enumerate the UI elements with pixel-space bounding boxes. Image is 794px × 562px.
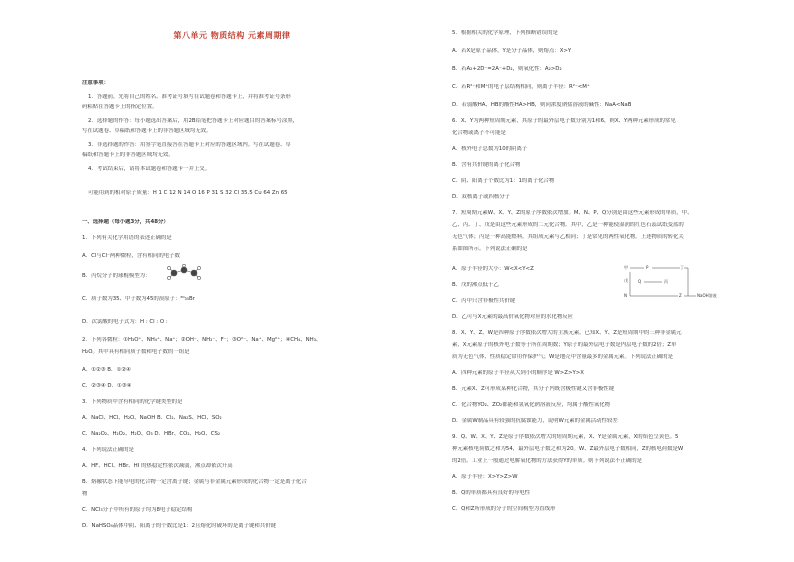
notice-line: 1．答题前，先将自己的姓名、准考证号填写在试题卷和答题卡上，并将准考证号条形 xyxy=(88,94,291,100)
question-line: 系如图所示。下列说法正确的是 xyxy=(452,246,528,252)
option-line: B．Q的单质都具有良好的导电性 xyxy=(452,490,531,496)
option-line: B．熔融状态下能导电的化合物一定含离子键；金属与非金属元素形成的化合物一定是离子化合 xyxy=(82,479,307,485)
page-title: 第八单元 物质结构 元素周期律 xyxy=(173,31,291,40)
question-line: 无色气体；丙是一种高能燃料，其组成元素与乙相同；丁是常见的两性氧化物。上述物质的转化关 xyxy=(452,234,684,240)
notice-line: 稿纸和答题卡上的非答题区域均无效。 xyxy=(82,152,174,158)
question-line: 乙、丙、丁、戊是由这些元素形成的二元化合物。其中，乙是一种能使湿润的红色石蕊试纸变蓝的 xyxy=(452,222,684,228)
option-line: A．NaCl、HCl、H₂O、NaOH B．Cl₂、Na₂S、HCl、SO₂ xyxy=(82,415,222,421)
option-line: C．Na₂O₂、H₂O₂、H₂O、O₃ D．HBr、CO₂、H₂O、CS₂ xyxy=(82,431,221,437)
question-line: 8．X、Y、Z、W是四种原子序数依次增大的主族元素。已知X、Y、Z是短周期中的三种非金属元 xyxy=(452,330,682,336)
option-line: A．四种元素的原子半径从大到小的顺序是 W>Z>Y>X xyxy=(452,370,584,376)
question-line: 5．根据相关的化学原理，下列推断错误的是 xyxy=(452,30,558,36)
option-line: D．若弱酸HA、HB的酸性HA>HB，则同浓度钠盐溶液的碱性：NaA<NaB xyxy=(452,102,632,108)
diagram-label: N xyxy=(624,293,627,298)
option-line: D．金属W制品具有较强的抗腐蚀能力，说明W元素的金属活动性较差 xyxy=(452,418,618,424)
option-line: C．②③④ D．①③④ xyxy=(82,383,132,389)
question-line: 9．Q、W、X、Y、Z是原子序数依次增大的短周期元素，X、Y是金属元素，X的焰色呈黄色。5 xyxy=(452,434,679,440)
notice-line: 4．考试结束后，请将本试题卷和答题卡一并上交。 xyxy=(88,166,211,172)
option-line: C．Q和Z所形成的分子的空间构型为直线形 xyxy=(452,506,556,512)
question-line: 质为无色气体，性质稳定常用作保护气；W是地壳中含量最多的金属元素。下列说法正确的是 xyxy=(452,354,673,360)
diagram-label: NaOH溶液 xyxy=(697,293,717,298)
option-line: C．化合物YO₂、ZO₂都能和氢氧化钠溶液反应，均属于酸性氧化物 xyxy=(452,402,611,408)
option-line: D．NaHSO₄晶体中阴、阳离子的个数比是1：2且熔化时破坏的是离子键和共价键 xyxy=(82,523,276,529)
question-line: 2．下列各微粒：①H₃O⁺、NH₄⁺、Na⁺；②OH⁻、NH₂⁻、F⁻；③O²⁻、Na⁺、Mg²⁺；④CH₄、NH₃、 xyxy=(82,337,322,343)
option-line: B．含有共价键的离子化合物 xyxy=(452,162,521,168)
question-line: 化合物或离子不可能是 xyxy=(452,130,506,136)
option-line: A．原子半径：X>Y>Z>W xyxy=(452,474,518,480)
diagram-label: 戊 xyxy=(624,278,628,283)
option-line: A．核外电子总数为10的阴离子 xyxy=(452,146,528,152)
option-line: C．质子数为35、中子数为45的溴原子：⁸⁰₃₅Br xyxy=(82,296,195,302)
option-line: D．次氯酸的电子式为：H : Cl : O : xyxy=(82,319,168,325)
option-line: B．若A₂+2D⁻=2A⁻+D₂，则氧化性：A₂>D₂ xyxy=(452,66,562,72)
diagram-label: P xyxy=(646,265,649,270)
atomic-masses: 可能用到的相对原子质量：H 1 C 12 N 14 O 16 P 31 S 32 Cl 35.5 Cu 64 Zn 65 xyxy=(88,190,288,196)
propane-model-icon xyxy=(164,264,204,282)
option-line: A．HF、HCl、HBr、HI 的热稳定性依次减弱，沸点却依次升高 xyxy=(82,463,233,469)
notice-heading: 注意事项： xyxy=(82,80,109,86)
option-line: A．若X是原子晶体，Y是分子晶体，则熔点：X>Y xyxy=(452,48,572,54)
question-line: 种元素核电荷数之和为54，最外层电子数之和为20。W、Z最外层电子数相同，Z的核电荷数是W xyxy=(452,446,684,452)
diagram-label: 甲 xyxy=(624,265,628,270)
section-heading: 一、选择题（每小题3分，共48分） xyxy=(82,219,169,225)
option-line: C．丙中只含非极性共价键 xyxy=(452,298,516,304)
notice-line: 写在试题卷、草稿纸和答题卡上的非答题区域均无效。 xyxy=(82,128,212,134)
question-line: 4．下列说法正确的是 xyxy=(82,447,134,453)
diagram-label: Q xyxy=(638,279,642,284)
option-line: D．乙可与X元素的最高价氧化物对应的水化物反应 xyxy=(452,314,574,320)
question-line: 的2倍。工业上一般通过电解氧化物的方法获得Y的单质。则下列说法不正确的是 xyxy=(452,458,643,464)
option-line: A．Cl与Cl⁻两种微粒，含有相同的电子数 xyxy=(82,253,180,259)
question-line: H₂O。其中具有相同质子数和电子数的一组是 xyxy=(82,349,190,355)
reaction-diagram xyxy=(622,260,717,306)
question-line: 素，X元素原子的核外电子数等于所在周期数；Y原子的最外层电子数是内层电子数的2倍；Z单 xyxy=(452,342,677,348)
notice-line: 2．选择题的作答：每小题选出答案后，用2B铅笔把答题卡上对应题目的答案标号涂黑， xyxy=(88,118,299,124)
notice-line: 3．非选择题的作答：用签字笔直接答在答题卡上对应的答题区域内。写在试题卷、草 xyxy=(88,142,291,148)
diagram-label: Z xyxy=(679,293,682,298)
diagram-label: 丁 xyxy=(680,265,684,270)
question-line: 1．下列有关化学用语的表述正确的是 xyxy=(82,235,172,241)
option-line: B．戊的沸点低于乙 xyxy=(452,282,499,288)
question-line: 6．X、Y为两种短周期元素，其原子的最外层电子数分别为1和6，则X、Y两种元素形成的常见 xyxy=(452,118,676,124)
diagram-label: 丙 xyxy=(664,279,668,284)
option-line: C．若R²⁻和M⁺的电子层结构相同，则离子半径：R²⁻<M⁺ xyxy=(452,84,590,90)
option-line: C．阴、阳离子个数比为1：1的离子化合物 xyxy=(452,178,555,184)
option-line: C．NCl₃分子中所有的原子均为8电子稳定结构 xyxy=(82,507,193,513)
option-line: B．丙烷分子的球棍模型为： xyxy=(82,273,151,279)
notice-line: 码粘贴在答题卡上的指定位置。 xyxy=(82,104,158,110)
option-line: 物 xyxy=(82,491,88,497)
option-line: A．原子半径的大小：W<X<Y<Z xyxy=(452,266,534,272)
option-line: A．①②③ B．①②④ xyxy=(82,367,131,373)
option-line: D．双核离子或四核分子 xyxy=(452,194,511,200)
question-line: 7．短周期元素W、X、Y、Z的原子序数依次增加。M、N、P、Q分别是由这些元素形成的单质，甲、 xyxy=(452,210,693,216)
question-line: 3．下列物质中含有相同的化学键类型的是 xyxy=(82,399,183,405)
option-line: B．元素X、Z可形成某种化合物，其分子内既含极性键又含非极性键 xyxy=(452,386,615,392)
